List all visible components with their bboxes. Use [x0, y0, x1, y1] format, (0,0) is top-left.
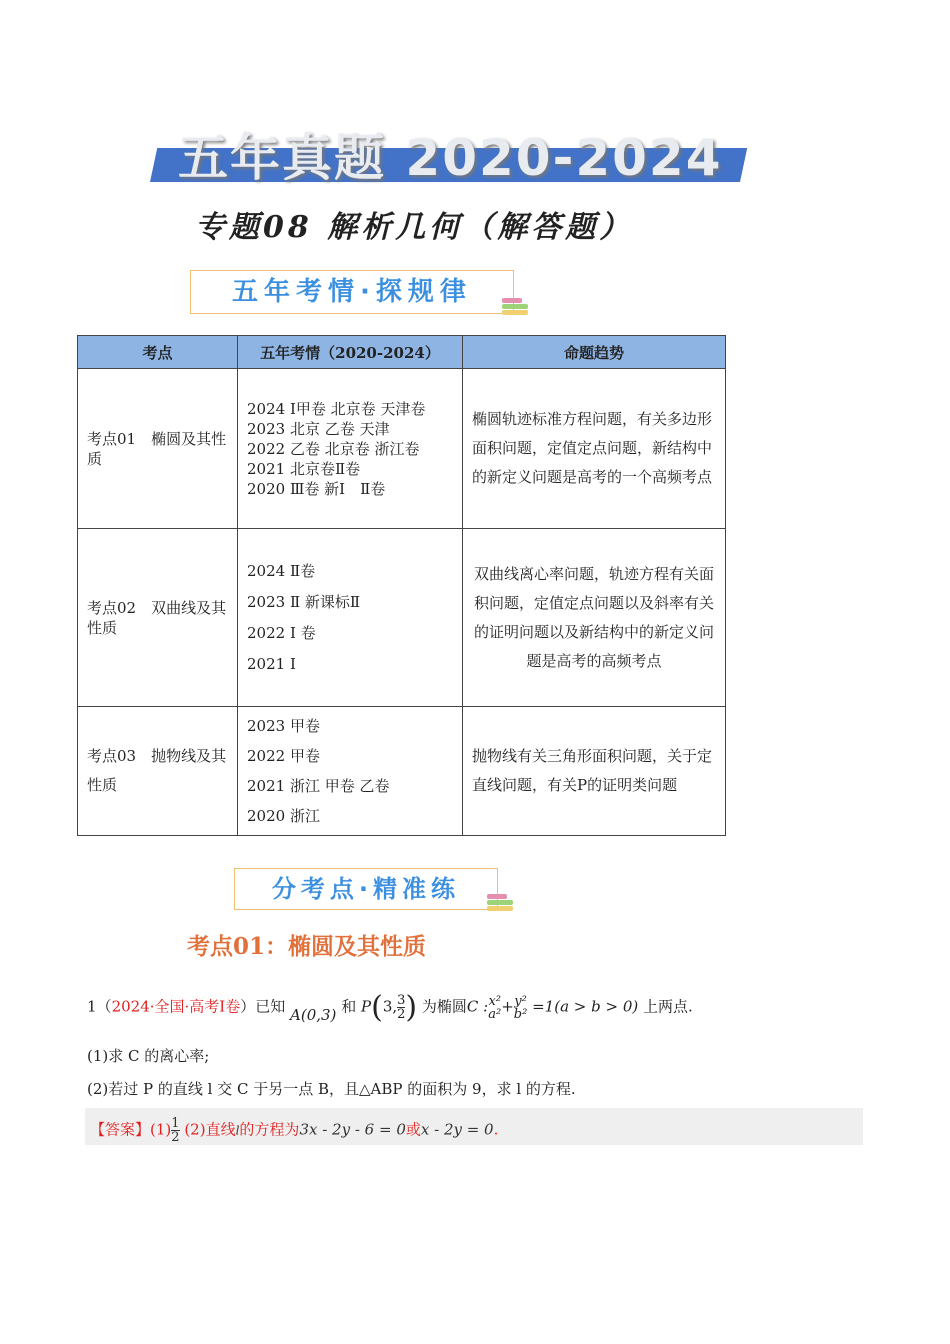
point-cell: 考点02 双曲线及其性质 — [78, 529, 238, 707]
history-line: 2021 浙江 甲卷 乙卷 — [247, 777, 390, 795]
math: =1(a > b > 0) — [532, 997, 639, 1016]
column-header: 五年考情（2020-2024） — [238, 336, 463, 369]
text: 已知 — [255, 997, 286, 1016]
title-banner — [150, 118, 740, 187]
history-cell — [238, 369, 463, 529]
math-fraction — [171, 1117, 179, 1144]
math-fraction — [488, 995, 501, 1021]
column-header: 考点 — [78, 336, 238, 369]
math: C : — [466, 997, 489, 1016]
history-line: 2020 浙江 — [247, 807, 320, 825]
banner-title: 五年真题 2020-2024 — [178, 129, 723, 187]
question-part-2: (2)若过 P 的直线 l 交 C 于另一点 B，且△ABP 的面积为 9，求 l 的方程. — [87, 1080, 576, 1098]
question-stem: 1（2024·全国·高考Ⅰ卷）已知 A(0,3) 和 P(3, $\frac{3}{2}$ ) 为椭圆C : x² a² + y² b² =1(a > b > 0) 上两点. — [87, 990, 693, 1025]
topic-heading: 考点01：椭圆及其性质 — [187, 933, 427, 960]
table-row — [78, 529, 726, 707]
math-point-a: A(0,3) — [290, 1005, 337, 1024]
books-icon — [502, 298, 528, 318]
history-line: 2022 甲卷 — [247, 747, 320, 765]
math: l — [235, 1123, 240, 1138]
books-icon — [487, 894, 513, 914]
subtitle: 专题08 解析几何（解答题） — [195, 210, 634, 245]
question-number: 1 — [87, 997, 97, 1016]
math-point-p: P — [361, 997, 372, 1016]
text: 或 — [405, 1120, 421, 1139]
table-row — [78, 369, 726, 529]
column-header: 命题趋势 — [463, 336, 726, 369]
numerator: x² — [488, 993, 501, 1009]
history-line: 2022 Ⅰ 卷 — [247, 623, 316, 642]
text: 和 — [341, 997, 357, 1016]
text: (2)直线 — [184, 1120, 236, 1139]
denominator: 2 — [171, 1130, 180, 1145]
denominator: 2 — [397, 1007, 406, 1022]
history-cell — [238, 529, 463, 707]
math-fraction — [514, 995, 528, 1021]
section-header-trends: 五年考情·探规律 — [190, 270, 514, 314]
history-line: 2024 Ⅱ卷 — [247, 561, 316, 580]
history-line: 2022 乙卷 北京卷 浙江卷 — [247, 439, 420, 458]
section-header-practice: 分考点·精准练 — [234, 868, 498, 910]
history-line: 2021 Ⅰ — [247, 654, 296, 673]
history-line: 2023 Ⅱ 新课标Ⅱ — [247, 592, 361, 611]
math: 3x - 2y - 6 = 0 — [299, 1120, 406, 1139]
trend-cell: 双曲线离心率问题，轨迹方程有关面积问题，定值定点问题以及斜率有关的证明问题以及新结构中的新定义问题是高考的高频考点 — [463, 529, 726, 707]
denominator: b² — [513, 1006, 528, 1022]
exam-trends-table — [77, 335, 726, 836]
history-line: 2021 北京卷Ⅱ卷 — [247, 459, 361, 478]
text: . — [493, 1120, 499, 1139]
history-line: 2023 北京 乙卷 天津 — [247, 419, 390, 438]
table-header-row — [78, 336, 726, 369]
history-line: 2023 甲卷 — [247, 717, 320, 735]
math: 3, — [382, 997, 398, 1016]
history-line: 2024 Ⅰ甲卷 北京卷 天津卷 — [247, 399, 426, 418]
text: 为椭圆 — [421, 997, 467, 1016]
trend-cell: 椭圆轨迹标准方程问题，有关多边形面积问题，定值定点问题，新结构中的新定义问题是高考的一个高频考点 — [463, 369, 726, 529]
text: 的方程为 — [239, 1120, 300, 1139]
trend-cell: 抛物线有关三角形面积问题，关于定直线问题，有关P的证明类问题 — [463, 707, 726, 836]
text: 上两点. — [643, 997, 693, 1016]
point-cell: 考点03 抛物线及其性质 — [78, 707, 238, 836]
denominator: a² — [488, 1006, 502, 1022]
answer-label: 【答案】 — [90, 1120, 151, 1139]
answer-box — [85, 1108, 863, 1145]
text: (1) — [150, 1120, 172, 1139]
numerator: y² — [514, 993, 527, 1009]
question-part-1: (1)求 C 的离心率; — [87, 1047, 210, 1065]
table-row — [78, 707, 726, 836]
numerator: 1 — [171, 1116, 180, 1131]
point-cell: 考点01 椭圆及其性质 — [78, 369, 238, 529]
math: x - 2y = 0 — [420, 1120, 494, 1139]
answer-text — [90, 1117, 498, 1144]
history-cell — [238, 707, 463, 836]
question-source: 2024·全国·高考Ⅰ卷 — [111, 997, 241, 1016]
numerator: 3 — [397, 993, 406, 1008]
history-line: 2020 Ⅲ卷 新Ⅰ Ⅱ卷 — [247, 479, 386, 498]
